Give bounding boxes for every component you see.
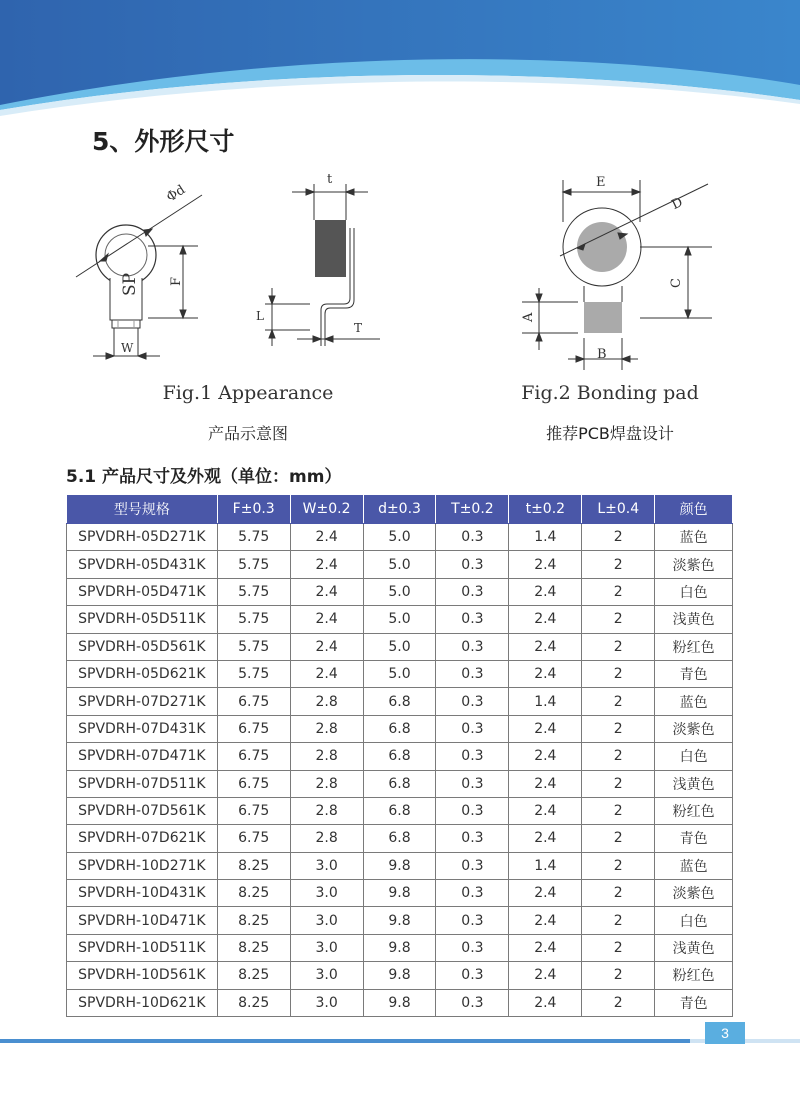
table-row <box>67 962 733 989</box>
table-cell: 6.8 <box>363 715 436 742</box>
table-cell: 浅黄色 <box>655 606 733 633</box>
table-cell: 5.75 <box>217 606 290 633</box>
table-cell: SPVDRH-07D621K <box>67 825 218 852</box>
label-phi-d: Φd <box>164 182 189 206</box>
table-cell: 2.8 <box>290 715 363 742</box>
table-cell: 2 <box>582 825 655 852</box>
table-cell: 1.4 <box>509 852 582 879</box>
table-cell: 0.3 <box>436 770 509 797</box>
table-title: 5.1 产品尺寸及外观（单位：mm） <box>66 467 342 487</box>
table-cell: SPVDRH-05D431K <box>67 551 218 578</box>
table-cell: 0.3 <box>436 825 509 852</box>
table-cell: 2.4 <box>290 633 363 660</box>
table-cell: 青色 <box>655 989 733 1016</box>
table-cell: SPVDRH-05D511K <box>67 606 218 633</box>
table-row <box>67 989 733 1016</box>
table-cell: 5.0 <box>363 578 436 605</box>
fig2-caption-zh: 推荐PCB焊盘设计 <box>546 424 674 443</box>
table-cell: 5.75 <box>217 660 290 687</box>
table-cell: 3.0 <box>290 852 363 879</box>
table-cell: 2 <box>582 606 655 633</box>
table-cell: 0.3 <box>436 907 509 934</box>
table-cell: 青色 <box>655 825 733 852</box>
table-cell: 粉红色 <box>655 633 733 660</box>
header-banner <box>0 0 800 120</box>
table-cell: 淡紫色 <box>655 551 733 578</box>
table-cell: 2.8 <box>290 825 363 852</box>
table-cell: 2.4 <box>509 797 582 824</box>
table-cell: 蓝色 <box>655 524 733 551</box>
table-cell: 白色 <box>655 743 733 770</box>
table-header-cell: t±0.2 <box>509 495 582 524</box>
table-cell: 粉红色 <box>655 962 733 989</box>
table-cell: 2.4 <box>290 551 363 578</box>
table-cell: SPVDRH-07D431K <box>67 715 218 742</box>
table-row <box>67 606 733 633</box>
table-cell: SPVDRH-10D271K <box>67 852 218 879</box>
table-cell: 9.8 <box>363 852 436 879</box>
table-cell: 9.8 <box>363 934 436 961</box>
table-cell: 5.75 <box>217 524 290 551</box>
fig1-caption-en: Fig.1 Appearance <box>162 382 334 404</box>
table-cell: 2.4 <box>509 989 582 1016</box>
table-cell: 8.25 <box>217 852 290 879</box>
table-cell: 5.0 <box>363 524 436 551</box>
table-header-cell: F±0.3 <box>217 495 290 524</box>
table-cell: 0.3 <box>436 880 509 907</box>
table-cell: 9.8 <box>363 880 436 907</box>
table-header-cell: L±0.4 <box>582 495 655 524</box>
table-row <box>67 743 733 770</box>
footer-bar <box>0 1037 800 1045</box>
table-cell: 0.3 <box>436 934 509 961</box>
table-cell: 3.0 <box>290 934 363 961</box>
table-cell: 0.3 <box>436 852 509 879</box>
table-cell: 2.8 <box>290 797 363 824</box>
table-cell: 8.25 <box>217 880 290 907</box>
table-cell: 1.4 <box>509 688 582 715</box>
table-row <box>67 551 733 578</box>
fig1-side-view <box>265 184 380 346</box>
table-cell: 2.4 <box>509 934 582 961</box>
table-cell: 6.8 <box>363 797 436 824</box>
table-cell: 2 <box>582 934 655 961</box>
table-cell: 2 <box>582 660 655 687</box>
label-b: B <box>597 347 607 362</box>
table-cell: 2.4 <box>509 578 582 605</box>
table-cell: 2 <box>582 524 655 551</box>
table-cell: 5.0 <box>363 551 436 578</box>
table-cell: 3.0 <box>290 962 363 989</box>
table-cell: 2.4 <box>509 633 582 660</box>
table-cell: 2 <box>582 688 655 715</box>
table-cell: 2 <box>582 880 655 907</box>
table-row <box>67 715 733 742</box>
label-sp: SP <box>120 272 140 296</box>
table-header-cell: T±0.2 <box>436 495 509 524</box>
table-cell: SPVDRH-10D511K <box>67 934 218 961</box>
table-row <box>67 825 733 852</box>
table-row <box>67 660 733 687</box>
table-header-cell: W±0.2 <box>290 495 363 524</box>
table-row <box>67 770 733 797</box>
table-cell: 0.3 <box>436 633 509 660</box>
table-cell: 2 <box>582 743 655 770</box>
dimension-figures <box>0 160 800 460</box>
label-d: D <box>669 194 686 213</box>
label-t: t <box>327 172 333 187</box>
table-cell: 5.75 <box>217 633 290 660</box>
table-cell: SPVDRH-05D271K <box>67 524 218 551</box>
table-cell: SPVDRH-07D561K <box>67 797 218 824</box>
table-row <box>67 880 733 907</box>
table-cell: SPVDRH-07D271K <box>67 688 218 715</box>
table-cell: SPVDRH-05D561K <box>67 633 218 660</box>
table-cell: SPVDRH-05D471K <box>67 578 218 605</box>
table-cell: 6.75 <box>217 715 290 742</box>
table-cell: 0.3 <box>436 688 509 715</box>
table-cell: 淡紫色 <box>655 880 733 907</box>
table-cell: 白色 <box>655 907 733 934</box>
table-header-cell: 型号规格 <box>67 495 218 524</box>
table-cell: 0.3 <box>436 962 509 989</box>
table-cell: 2 <box>582 907 655 934</box>
table-cell: 2 <box>582 770 655 797</box>
table-row <box>67 907 733 934</box>
table-cell: 淡紫色 <box>655 715 733 742</box>
table-cell: 8.25 <box>217 962 290 989</box>
table-cell: 2.4 <box>290 524 363 551</box>
table-cell: 2 <box>582 989 655 1016</box>
table-cell: SPVDRH-10D431K <box>67 880 218 907</box>
table-cell: 6.75 <box>217 743 290 770</box>
table-cell: 2 <box>582 715 655 742</box>
table-cell: 6.8 <box>363 770 436 797</box>
table-cell: 6.75 <box>217 688 290 715</box>
label-w: W <box>121 341 134 355</box>
table-cell: 8.25 <box>217 934 290 961</box>
label-l: L <box>256 309 264 323</box>
fig2-caption-en: Fig.2 Bonding pad <box>521 382 699 404</box>
table-cell: 6.75 <box>217 825 290 852</box>
table-cell: 0.3 <box>436 606 509 633</box>
table-cell: 2.4 <box>509 551 582 578</box>
table-cell: 青色 <box>655 660 733 687</box>
table-cell: 2 <box>582 962 655 989</box>
table-cell: 3.0 <box>290 907 363 934</box>
table-cell: 1.4 <box>509 524 582 551</box>
table-row <box>67 633 733 660</box>
table-cell: 2.4 <box>509 743 582 770</box>
table-cell: 0.3 <box>436 743 509 770</box>
table-cell: 6.8 <box>363 825 436 852</box>
table-cell: 6.75 <box>217 770 290 797</box>
table-cell: 9.8 <box>363 989 436 1016</box>
table-body <box>67 524 733 1017</box>
label-e: E <box>596 175 606 190</box>
page-number: 3 <box>705 1022 745 1044</box>
table-cell: SPVDRH-07D511K <box>67 770 218 797</box>
table-cell: 8.25 <box>217 907 290 934</box>
table-cell: 2.4 <box>290 578 363 605</box>
fig1-caption-zh: 产品示意图 <box>207 424 288 443</box>
table-header-cell: 颜色 <box>655 495 733 524</box>
table-cell: 2.8 <box>290 770 363 797</box>
table-cell: 白色 <box>655 578 733 605</box>
table-cell: 0.3 <box>436 715 509 742</box>
table-cell: 0.3 <box>436 797 509 824</box>
table-cell: 2.4 <box>509 770 582 797</box>
table-cell: SPVDRH-05D621K <box>67 660 218 687</box>
table-cell: 0.3 <box>436 660 509 687</box>
table-header-row <box>67 495 733 524</box>
table-cell: SPVDRH-10D471K <box>67 907 218 934</box>
table-cell: 2 <box>582 551 655 578</box>
table-row <box>67 688 733 715</box>
spec-table <box>66 494 733 1017</box>
table-cell: 2.4 <box>509 715 582 742</box>
label-T: T <box>354 321 363 335</box>
table-cell: 6.75 <box>217 797 290 824</box>
table-row <box>67 852 733 879</box>
table-cell: 5.0 <box>363 633 436 660</box>
table-cell: 2.4 <box>509 880 582 907</box>
table-cell: 0.3 <box>436 578 509 605</box>
table-header-cell: d±0.3 <box>363 495 436 524</box>
table-cell: 2.4 <box>290 606 363 633</box>
table-cell: 6.8 <box>363 688 436 715</box>
table-cell: 2.4 <box>509 660 582 687</box>
table-cell: 0.3 <box>436 524 509 551</box>
table-cell: 2 <box>582 633 655 660</box>
table-cell: 粉红色 <box>655 797 733 824</box>
table-cell: 5.75 <box>217 551 290 578</box>
table-cell: 2 <box>582 578 655 605</box>
table-cell: 8.25 <box>217 989 290 1016</box>
table-cell: 0.3 <box>436 989 509 1016</box>
table-cell: 9.8 <box>363 907 436 934</box>
table-cell: 5.0 <box>363 606 436 633</box>
section-title: 5、外形尺寸 <box>92 127 235 156</box>
table-cell: SPVDRH-10D621K <box>67 989 218 1016</box>
table-cell: 2.4 <box>509 606 582 633</box>
table-cell: 0.3 <box>436 551 509 578</box>
table-cell: 6.8 <box>363 743 436 770</box>
table-cell: 2.8 <box>290 743 363 770</box>
table-cell: 3.0 <box>290 880 363 907</box>
table-cell: 2.4 <box>509 825 582 852</box>
table-row <box>67 578 733 605</box>
table-cell: 2.4 <box>509 907 582 934</box>
table-row <box>67 934 733 961</box>
label-f: F <box>169 276 184 286</box>
table-cell: 5.0 <box>363 660 436 687</box>
table-cell: 浅黄色 <box>655 934 733 961</box>
table-cell: SPVDRH-10D561K <box>67 962 218 989</box>
table-cell: 蓝色 <box>655 852 733 879</box>
table-cell: 9.8 <box>363 962 436 989</box>
table-cell: 2.8 <box>290 688 363 715</box>
table-cell: 2 <box>582 797 655 824</box>
table-cell: 2.4 <box>290 660 363 687</box>
table-cell: 3.0 <box>290 989 363 1016</box>
table-cell: SPVDRH-07D471K <box>67 743 218 770</box>
label-c: C <box>669 278 684 288</box>
table-cell: 蓝色 <box>655 688 733 715</box>
table-row <box>67 797 733 824</box>
label-a: A <box>521 312 536 322</box>
table-cell: 2.4 <box>509 962 582 989</box>
table-row <box>67 524 733 551</box>
table-cell: 2 <box>582 852 655 879</box>
table-cell: 浅黄色 <box>655 770 733 797</box>
table-cell: 5.75 <box>217 578 290 605</box>
